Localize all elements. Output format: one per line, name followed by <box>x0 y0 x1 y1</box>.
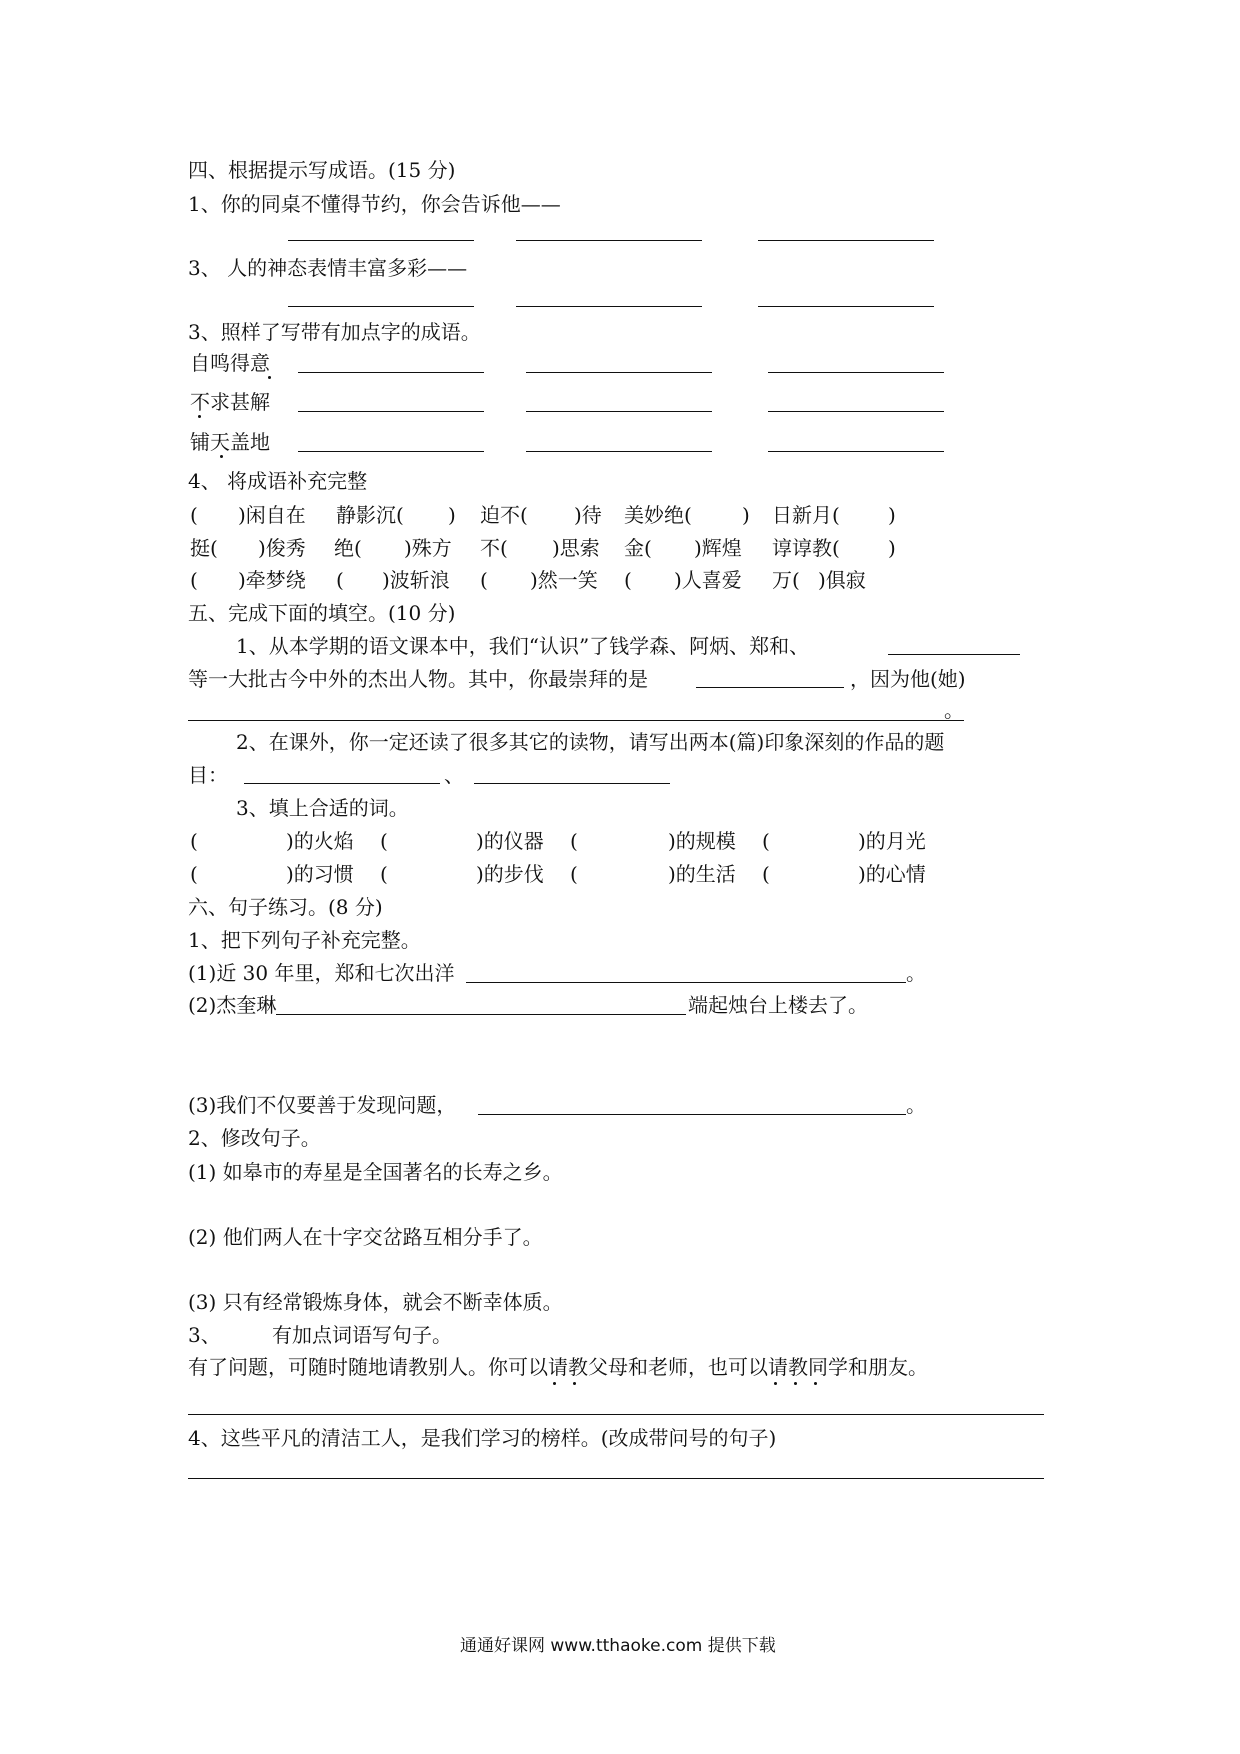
idiom-fill-item: ( <box>480 568 488 592</box>
word-fill-item: )的月光 <box>858 829 926 853</box>
idiom-fill-item: 不( <box>480 536 508 560</box>
idiom-fill-item: 挺( <box>190 536 218 560</box>
answer-line[interactable] <box>298 451 484 452</box>
idiom-fill-item: ) <box>888 536 896 560</box>
word-fill-item: )的步伐 <box>476 862 544 886</box>
idiom-fill-item: 谆谆教( <box>772 536 840 560</box>
idiom-example-3: 铺天盖地 <box>190 430 270 454</box>
idiom-fill-item: 绝( <box>334 536 362 560</box>
idiom-fill-item: 静影沉( <box>336 503 404 527</box>
answer-line[interactable] <box>298 411 484 412</box>
word-fill-item: ( <box>380 829 388 853</box>
enumeration-comma: 、 <box>444 763 464 787</box>
s4-question-2: 3、 人的神态表情丰富多彩—— <box>188 256 468 280</box>
word-fill-item: ( <box>762 829 770 853</box>
idiom-fill-item: )闲自在 <box>238 503 306 527</box>
s6-item-3: (3)我们不仅要善于发现问题， <box>188 1093 457 1117</box>
answer-line[interactable] <box>244 783 440 784</box>
idiom-fill-item: ) <box>742 503 750 527</box>
word-fill-item: ( <box>570 862 578 886</box>
answer-line[interactable] <box>188 1414 1044 1415</box>
emphasis-dot <box>220 455 223 458</box>
s6-item-2-end: 端起烛台上楼去了。 <box>688 993 868 1017</box>
example-sentence: 有了问题，可随时随地请教别人。你可以请教父母和老师，也可以请教同学和朋友。 <box>188 1355 928 1379</box>
answer-line[interactable] <box>276 1014 686 1015</box>
answer-line[interactable] <box>696 687 844 688</box>
answer-line[interactable] <box>516 240 702 241</box>
word-fill-item: )的仪器 <box>476 829 544 853</box>
emphasis-dot <box>268 376 271 379</box>
idiom-fill-item: 金( <box>624 536 652 560</box>
period-mark: 。 <box>906 961 926 985</box>
answer-line[interactable] <box>526 372 712 373</box>
answer-line[interactable] <box>758 240 934 241</box>
emphasis-dot <box>573 1382 576 1385</box>
answer-line[interactable] <box>768 372 944 373</box>
idiom-fill-item: )波斩浪 <box>382 568 450 592</box>
emphasis-dot <box>774 1382 777 1385</box>
answer-line[interactable] <box>526 451 712 452</box>
emphasis-dot <box>794 1382 797 1385</box>
answer-line[interactable] <box>758 306 934 307</box>
s4-question-4: 4、 将成语补充完整 <box>188 469 368 493</box>
s5-q1-line-2: 等一大批古今中外的杰出人物。其中，你最崇拜的是 <box>188 667 648 691</box>
page-footer: 通通好课网 www.tthaoke.com 提供下载 <box>460 1636 776 1656</box>
idiom-fill-item: ( <box>336 568 344 592</box>
idiom-fill-item: )人喜爱 <box>674 568 742 592</box>
s6-item-2-start: (2)杰奎琳 <box>188 993 277 1017</box>
word-fill-item: )的习惯 <box>286 862 354 886</box>
s6-question-4: 4、这些平凡的清洁工人，是我们学习的榜样。(改成带问号的句子) <box>188 1426 777 1450</box>
idiom-fill-item: )然一笑 <box>530 568 598 592</box>
word-fill-item: ( <box>762 862 770 886</box>
idiom-example-2: 不求甚解 <box>190 390 270 414</box>
answer-line[interactable] <box>478 1114 906 1115</box>
answer-line[interactable] <box>526 411 712 412</box>
section-4-title: 四、根据提示写成语。(15 分) <box>188 158 456 182</box>
section-6-title: 六、句子练习。(8 分) <box>188 895 383 919</box>
answer-line[interactable] <box>466 982 906 983</box>
word-fill-item: )的心情 <box>858 862 926 886</box>
idiom-fill-item: )思索 <box>552 536 600 560</box>
answer-line[interactable] <box>298 372 484 373</box>
word-fill-item: ( <box>190 829 198 853</box>
revise-sentence-1: (1) 如皋市的寿星是全国著名的长寿之乡。 <box>188 1160 563 1184</box>
idiom-fill-item: )牵梦绕 <box>238 568 306 592</box>
idiom-fill-item: ( <box>190 503 198 527</box>
s4-question-1: 1、你的同桌不懂得节约，你会告诉他—— <box>188 192 561 216</box>
idiom-fill-item: 日新月( <box>772 503 840 527</box>
s5-q1-reason: ，因为他(她) <box>850 667 966 691</box>
s5-q1-line-1: 1、从本学期的语文课本中，我们“认识”了钱学森、阿炳、郑和、 <box>236 634 810 658</box>
idiom-fill-item: ) <box>448 503 456 527</box>
idiom-example-1: 自鸣得意 <box>190 351 270 375</box>
revise-sentence-3: (3) 只有经常锻炼身体，就会不断幸体质。 <box>188 1290 563 1314</box>
s6-question-3-number: 3、 <box>188 1323 221 1347</box>
s6-item-1: (1)近 30 年里，郑和七次出洋 <box>188 961 455 985</box>
idiom-fill-item: )殊方 <box>404 536 452 560</box>
answer-line[interactable] <box>288 306 474 307</box>
answer-line[interactable] <box>188 720 964 721</box>
period-mark: 。 <box>906 1093 926 1117</box>
idiom-fill-item: )待 <box>574 503 602 527</box>
idiom-fill-item: 万( <box>772 568 800 592</box>
s6-question-2: 2、修改句子。 <box>188 1126 321 1150</box>
idiom-fill-item: )辉煌 <box>694 536 742 560</box>
s4-question-3: 3、照样了写带有加点字的成语。 <box>188 320 481 344</box>
answer-line[interactable] <box>768 411 944 412</box>
s5-q2-line-2: 目： <box>188 763 228 787</box>
s6-question-1: 1、把下列句子补充完整。 <box>188 928 421 952</box>
word-fill-item: )的规模 <box>668 829 736 853</box>
s6-question-3-text: 有加点词语写句子。 <box>272 1323 452 1347</box>
revise-sentence-2: (2) 他们两人在十字交岔路互相分手了。 <box>188 1225 543 1249</box>
emphasis-dot <box>553 1382 556 1385</box>
section-5-title: 五、完成下面的填空。(10 分) <box>188 601 456 625</box>
answer-line[interactable] <box>516 306 702 307</box>
idiom-fill-item: ( <box>190 568 198 592</box>
answer-line[interactable] <box>888 654 1020 655</box>
emphasis-dot <box>198 415 201 418</box>
period-mark: 。 <box>944 698 964 722</box>
idiom-fill-item: )俱寂 <box>818 568 866 592</box>
answer-line[interactable] <box>768 451 944 452</box>
word-fill-item: ( <box>570 829 578 853</box>
word-fill-item: )的生活 <box>668 862 736 886</box>
idiom-fill-item: 迫不( <box>480 503 528 527</box>
emphasis-dot <box>814 1382 817 1385</box>
answer-line[interactable] <box>188 1478 1044 1479</box>
s5-question-3: 3、填上合适的词。 <box>236 796 409 820</box>
word-fill-item: ( <box>380 862 388 886</box>
answer-line[interactable] <box>288 240 474 241</box>
s5-q2-line-1: 2、在课外，你一定还读了很多其它的读物，请写出两本(篇)印象深刻的作品的题 <box>236 730 945 754</box>
idiom-fill-item: 美妙绝( <box>624 503 692 527</box>
idiom-fill-item: ) <box>888 503 896 527</box>
answer-line[interactable] <box>474 783 670 784</box>
idiom-fill-item: ( <box>624 568 632 592</box>
idiom-fill-item: )俊秀 <box>258 536 306 560</box>
word-fill-item: )的火焰 <box>286 829 354 853</box>
word-fill-item: ( <box>190 862 198 886</box>
